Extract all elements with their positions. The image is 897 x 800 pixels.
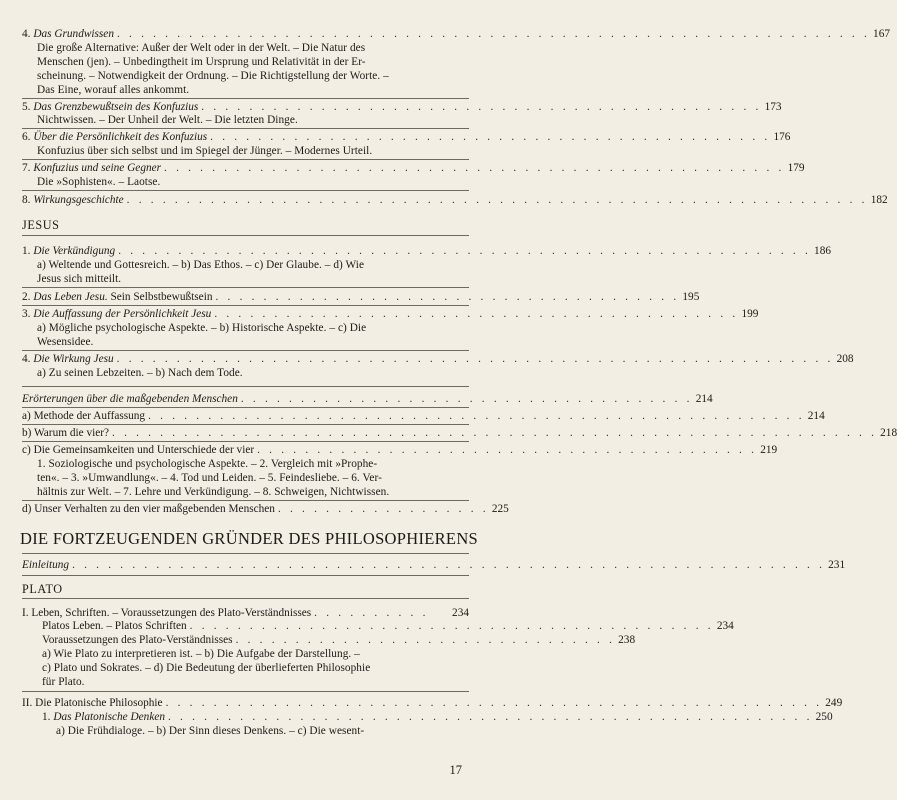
entry-description: hältnis zur Welt. – 7. Lehre und Verkündigung. – 8. Schweigen, Nichtwissen. bbox=[37, 486, 390, 498]
entry-title: Das Platonische Denken bbox=[53, 711, 165, 723]
divider bbox=[22, 98, 469, 99]
divider bbox=[22, 407, 469, 408]
entry-page: 225 bbox=[491, 503, 509, 515]
entry-page: 219 bbox=[760, 444, 778, 456]
toc-entry[interactable] bbox=[42, 711, 833, 724]
entry-description: a) Die Frühdialoge. – b) Der Sinn dieses Denkens. – c) Die wesent- bbox=[56, 725, 365, 737]
entry-page: 218 bbox=[880, 427, 897, 439]
divider bbox=[22, 159, 469, 160]
divider bbox=[22, 598, 469, 599]
toc-entry[interactable] bbox=[22, 503, 509, 516]
toc-entry[interactable] bbox=[22, 28, 890, 41]
divider bbox=[22, 350, 469, 351]
entry-page: 249 bbox=[825, 697, 843, 709]
entry-title: Konfuzius und seine Gegner bbox=[33, 162, 162, 174]
entry-description: Die »Sophisten«. – Laotse. bbox=[37, 176, 161, 188]
entry-description: scheinung. – Notwendigkeit der Ordnung. – Die Richtigstellung der Worte. – bbox=[37, 70, 389, 82]
entry-title: Die Verkündigung bbox=[33, 245, 116, 257]
leader-dots: . . . . . . . . . . bbox=[314, 607, 429, 619]
entry-title: d) Unser Verhalten zu den vier maßgebenden Menschen bbox=[22, 503, 275, 515]
leader-dots: . . . . . . . . . . . . . . . . . . . . . . . . . . . . . . . . . . . . . . . . . . . . . . . . . . . . . . . . . . bbox=[118, 245, 811, 257]
entry-page: 176 bbox=[773, 131, 791, 143]
toc-entry[interactable] bbox=[22, 162, 805, 175]
entry-title: Voraussetzungen des Plato-Verständnisses bbox=[42, 634, 233, 646]
entry-description: ten«. – 3. »Umwandlung«. – 4. Tod und Leiden. – 5. Feindesliebe. – 6. Ver- bbox=[37, 472, 382, 484]
entry-title: Erörterungen über die maßgebenden Menschen bbox=[22, 393, 238, 405]
divider bbox=[22, 424, 469, 425]
entry-description: für Plato. bbox=[42, 676, 85, 688]
entry-title: I. Leben, Schriften. – Voraussetzungen des Plato-Verständnisses bbox=[22, 607, 312, 619]
divider bbox=[22, 287, 469, 288]
entry-title: b) Warum die vier? bbox=[22, 427, 110, 439]
leader-dots: . . . . . . . . . . . . . . . . . . . . . . . . . . . . . . . . . . . . . . . bbox=[215, 291, 680, 303]
entry-number: 5. bbox=[22, 101, 31, 113]
leader-dots: . . . . . . . . . . . . . . . . . . . . . . . . . . . . . . . . . . . . . . . . . . . . bbox=[214, 308, 739, 320]
entry-number: 1. bbox=[42, 711, 51, 723]
entry-description: c) Plato und Sokrates. – d) Die Bedeutung der überlieferten Philosophie bbox=[42, 662, 371, 674]
divider bbox=[22, 128, 469, 129]
entry-description: Wesensidee. bbox=[37, 336, 94, 348]
entry-description: 1. Soziologische und psychologische Aspekte. – 2. Vergleich mit »Prophe- bbox=[37, 458, 378, 470]
entry-page: 173 bbox=[764, 101, 782, 113]
toc-entry[interactable] bbox=[22, 427, 897, 440]
toc-entry[interactable] bbox=[22, 101, 782, 114]
section-heading: PLATO bbox=[22, 582, 63, 596]
entry-title: Die Wirkung Jesu bbox=[33, 353, 114, 365]
entry-title: II. Die Platonische Philosophie bbox=[22, 697, 163, 709]
entry-number: 4. bbox=[22, 28, 31, 40]
entry-title: Das Leben Jesu. bbox=[33, 291, 108, 303]
entry-page: 214 bbox=[807, 410, 825, 422]
divider bbox=[22, 386, 469, 387]
toc-entry[interactable] bbox=[22, 444, 778, 457]
divider bbox=[22, 553, 469, 554]
leader-dots: . . . . . . . . . . . . . . . . . . . . . . . . . . . . . . . . . . . . . . . . . . . . . . . . . . . . . . . bbox=[148, 410, 805, 422]
toc-entry[interactable] bbox=[22, 353, 854, 366]
entry-title: Das Grenzbewußtsein des Konfuzius bbox=[33, 101, 199, 113]
divider bbox=[22, 441, 469, 442]
entry-number: 1. bbox=[22, 245, 31, 257]
entry-page: 195 bbox=[682, 291, 700, 303]
entry-page: 199 bbox=[741, 308, 759, 320]
section-heading: JESUS bbox=[22, 218, 60, 232]
divider bbox=[22, 235, 469, 236]
entry-page: 231 bbox=[828, 559, 846, 571]
entry-description: a) Weltende und Gottesreich. – b) Das Ethos. – c) Der Glaube. – d) Wie bbox=[37, 259, 365, 271]
leader-dots: . . . . . . . . . . . . . . . . . . . . . . . . . . . . . . . . bbox=[235, 634, 616, 646]
entry-description: Nichtwissen. – Der Unheil der Welt. – Die letzten Dinge. bbox=[37, 114, 298, 126]
entry-title: c) Die Gemeinsamkeiten und Unterschiede der vier bbox=[22, 444, 255, 456]
entry-page: 208 bbox=[836, 353, 854, 365]
entry-number: 3. bbox=[22, 308, 31, 320]
leader-dots: . . . . . . . . . . . . . . . . . . . . . . . . . . . . . . . . . . . . . . . . . . . . bbox=[189, 620, 714, 632]
divider bbox=[22, 500, 469, 501]
toc-entry[interactable] bbox=[22, 131, 791, 144]
leader-dots: . . . . . . . . . . . . . . . . . . . . . . . . . . . . . . . . . . . . . . . . . . . . . . . . . . . . . . . . . . . . . . . . bbox=[112, 427, 878, 439]
entry-description: a) Mögliche psychologische Aspekte. – b) Historische Aspekte. – c) Die bbox=[37, 322, 367, 334]
toc-entry[interactable] bbox=[22, 194, 888, 207]
entry-page: 186 bbox=[814, 245, 831, 257]
toc-entry[interactable] bbox=[42, 620, 734, 633]
leader-dots: . . . . . . . . . . . . . . . . . . . . . . . . . . . . . . . . . . . . . . . . . . . . . . . bbox=[210, 131, 771, 143]
leader-dots: . . . . . . . . . . . . . . . . . . . . . . . . . . . . . . . . . . . . . . bbox=[240, 393, 693, 405]
leader-dots: . . . . . . . . . . . . . . . . . . . . . . . . . . . . . . . . . . . . . . . . . . . . . . . bbox=[201, 101, 762, 113]
toc-entry[interactable] bbox=[22, 697, 843, 710]
toc-entry[interactable] bbox=[22, 559, 846, 572]
divider bbox=[22, 575, 469, 576]
page-number: 17 bbox=[449, 763, 462, 777]
leader-dots: . . . . . . . . . . . . . . . . . . . . . . . . . . . . . . . . . . . . . . . . . . . . . . . . . . . . bbox=[164, 162, 785, 174]
entry-number: 7. bbox=[22, 162, 31, 174]
entry-page: 214 bbox=[695, 393, 713, 405]
entry-page: 238 bbox=[618, 634, 636, 646]
entry-number: 2. bbox=[22, 291, 31, 303]
toc-entry[interactable] bbox=[42, 634, 636, 647]
entry-description: Jesus sich mitteilt. bbox=[37, 273, 122, 285]
entry-title: Die Auffassung der Persönlichkeit Jesu bbox=[33, 308, 212, 320]
entry-description: Menschen (jen). – Unbedingtheit im Ursprung und Relativität in der Er- bbox=[37, 56, 366, 68]
entry-title: Wirkungsgeschichte bbox=[33, 194, 124, 206]
entry-page: 250 bbox=[815, 711, 833, 723]
leader-dots: . . . . . . . . . . . . . . . . . . . . . . . . . . . . . . . . . . . . . . . . . . . . . . . . . . . . . . . . . . . . . . . bbox=[116, 28, 870, 40]
entry-title: Platos Leben. – Platos Schriften bbox=[42, 620, 187, 632]
entry-description: a) Wie Plato zu interpretieren ist. – b) Die Aufgabe der Darstellung. – bbox=[42, 648, 360, 660]
leader-dots: . . . . . . . . . . . . . . . . . . . . . . . . . . . . . . . . . . . . . . . . . . . . . . . . . . . . . . . . . . . . . . bbox=[126, 194, 868, 206]
divider bbox=[22, 305, 469, 306]
entry-title-rest: Sein Selbstbewußtsein bbox=[107, 291, 213, 303]
entry-title: Einleitung bbox=[22, 559, 70, 571]
entry-page: 167 bbox=[873, 28, 890, 40]
leader-dots: . . . . . . . . . . . . . . . . . . . . . . . . . . . . . . . . . . . . . . . . . . . . . . . . . . . . . . . bbox=[165, 697, 823, 709]
entry-number: 8. bbox=[22, 194, 31, 206]
leader-dots: . . . . . . . . . . . . . . . . . . . . . . . . . . . . . . . . . . . . . . . . . . . . . . . . . . . . . . . . . . . . . . . bbox=[72, 559, 826, 571]
entry-description: Das Eine, worauf alles ankommt. bbox=[37, 84, 190, 96]
entry-description: a) Zu seinen Lebzeiten. – b) Nach dem Tode. bbox=[37, 367, 243, 379]
entry-title: Über die Persönlichkeit des Konfuzius bbox=[33, 131, 208, 143]
leader-dots: . . . . . . . . . . . . . . . . . . . . . . . . . . . . . . . . . . . . . . . . . . . . . . . . . . . . . . bbox=[168, 711, 813, 723]
entry-number: 4. bbox=[22, 353, 31, 365]
entry-page: 179 bbox=[787, 162, 805, 174]
entry-description: Die große Alternative: Außer der Welt oder in der Welt. – Die Natur des bbox=[37, 42, 366, 54]
toc-entry[interactable] bbox=[22, 308, 759, 321]
leader-dots: . . . . . . . . . . . . . . . . . . . . . . . . . . . . . . . . . . . . . . . . . . bbox=[257, 444, 758, 456]
entry-page: 234 bbox=[452, 607, 469, 619]
divider bbox=[22, 190, 469, 191]
toc-entry[interactable] bbox=[22, 245, 831, 258]
entry-description: Konfuzius über sich selbst und im Spiegel der Jünger. – Modernes Urteil. bbox=[37, 145, 373, 157]
toc-entry[interactable] bbox=[22, 291, 700, 304]
part-heading: DIE FORTZEUGENDEN GRÜNDER DES PHILOSOPHIERENS bbox=[20, 529, 479, 548]
toc-entry[interactable] bbox=[22, 410, 825, 423]
leader-dots: . . . . . . . . . . . . . . . . . . bbox=[277, 503, 489, 515]
entry-page: 182 bbox=[870, 194, 888, 206]
divider bbox=[22, 691, 469, 692]
entry-title: Das Grundwissen bbox=[33, 28, 114, 40]
entry-title: a) Methode der Auffassung bbox=[22, 410, 146, 422]
toc-entry[interactable] bbox=[22, 607, 469, 620]
entry-number: 6. bbox=[22, 131, 31, 143]
entry-page: 234 bbox=[716, 620, 734, 632]
toc-entry[interactable] bbox=[22, 393, 713, 406]
leader-dots: . . . . . . . . . . . . . . . . . . . . . . . . . . . . . . . . . . . . . . . . . . . . . . . . . . . . . . . . . . . . bbox=[116, 353, 834, 365]
